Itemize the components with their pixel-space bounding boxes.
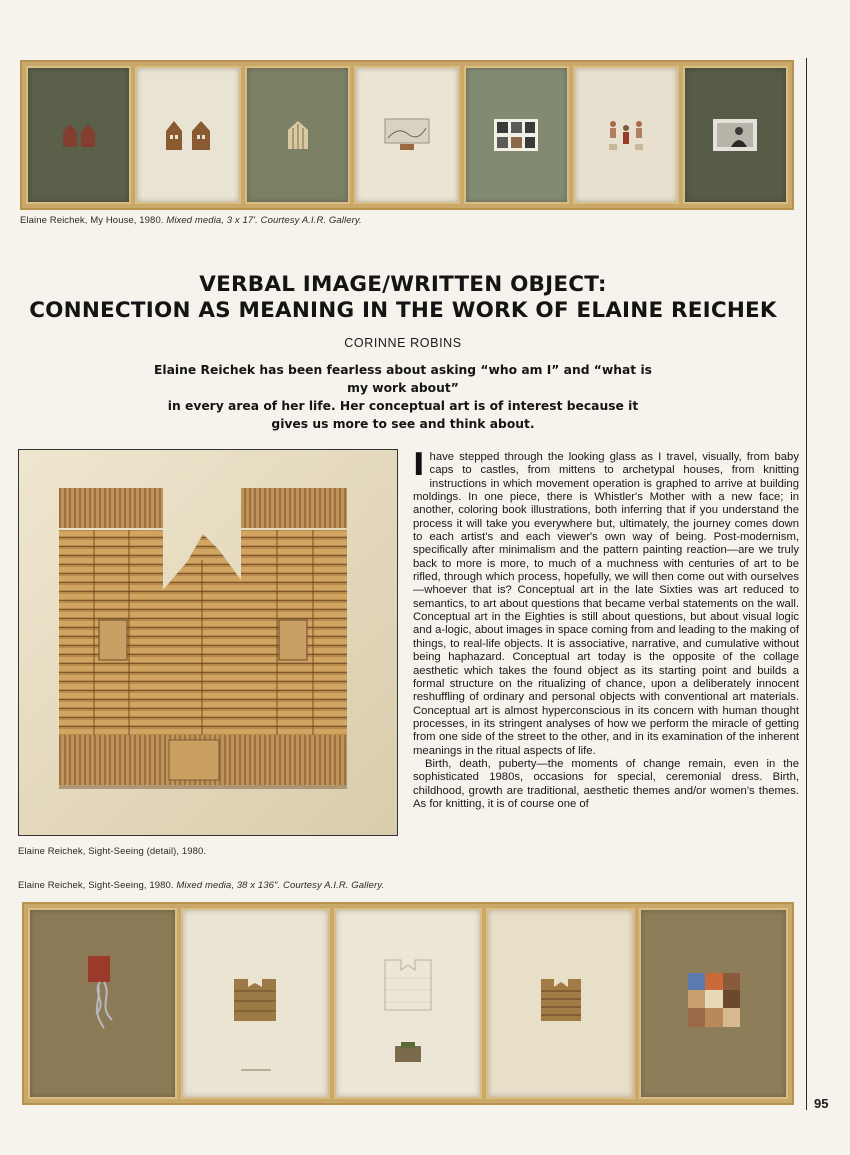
red-houses-icon: [62, 122, 96, 148]
top-caption-credit: Mixed media, 3 x 17'. Courtesy A.I.R. Gallery.: [166, 215, 362, 226]
top-panel-4: [354, 66, 459, 204]
deck-line-2: in every area of her life. Her conceptual art is of interest because it: [167, 399, 639, 413]
page-title-line2: CONNECTION AS MEANING IN THE WORK OF ELAINE REICHEK: [29, 298, 777, 323]
bottom-panel-1: [28, 908, 177, 1099]
top-strip-caption: [20, 215, 362, 226]
top-panel-6: [573, 66, 678, 204]
article-body: [413, 447, 799, 811]
top-panel-2: [135, 66, 240, 204]
portrait-icon: [713, 119, 757, 151]
body-paragraph-1: [413, 447, 799, 758]
author-byline: CORINNE ROBINS: [344, 336, 462, 350]
bottom-panel-4: [486, 908, 635, 1099]
bottom-artwork-strip: [22, 902, 794, 1105]
sketch-icon: [384, 118, 430, 152]
body-paragraph-1-text: have stepped through the looking glass as I travel, visually, from baby caps to castles, from mittens to archetypal houses, from knitting instructions in which movement operation is graphed to arrive at building moldings. In one piece, there is Whistler's Mother with a new face; in another, coloring book illustrations, both inferring that if you understand the process it will take you everywhere but, ultimately, the journey comes down to each artist's and each viewer's own way of being. Post-modernism, specifically after minimalism and the pattern painting reaction—are we truly back to more is more, to much of a muchness with centuries of art to be rifled, through which process, hopefully, we will then come out with ourselves—whoever that is? Conceptual art in the late Sixties was art reduced to semantics, to art about questions that became verbal statements on the wall. Conceptual art in the Eighties is still about questions, but about visual logic and a-logic, about images in space coming from and leading to the making of things, to real-life objects. It is associative, narrative, and cumulative without being haphazard. Conceptual art today is the opposite of the collage aesthetic which takes the found object as its starting point and builds a formal structure on the ritualizing of chance, upon a deliberately innocent reshuffling of ordinary and personal objects with conventional art materials. Conceptual art is almost hyperconscious in its concern with human thought processes, in its stringent analyses of how we perform the miracle of getting from one side of the street to the other, and in its examination of the inherent meanings in the ritual aspects of life.: [413, 451, 799, 757]
top-panel-7: [683, 66, 788, 204]
top-panel-5: [464, 66, 569, 204]
castle-outline-icon: [383, 958, 433, 1068]
gridded-house-icon: [287, 120, 309, 150]
bottom-caption-credit: Mixed media, 38 x 136". Courtesy A.I.R. Gallery.: [176, 880, 385, 891]
castle-sculpture-image: [19, 450, 398, 836]
panel-label: [241, 1069, 271, 1071]
tassel-icon: [82, 954, 122, 1034]
top-panel-3: [245, 66, 350, 204]
photo-collage-icon: [688, 973, 740, 1027]
figures-icon: [605, 118, 647, 152]
castle-icon-2: [539, 977, 583, 1023]
bottom-panel-2: [181, 908, 330, 1099]
bottom-panel-3: [334, 908, 483, 1099]
top-caption-title: Elaine Reichek, My House, 1980.: [20, 215, 164, 226]
page-number: 95: [814, 1096, 829, 1111]
page-title-line1: VERBAL IMAGE/WRITTEN OBJECT:: [199, 272, 607, 297]
deck-line-3: gives us more to see and think about.: [271, 417, 535, 431]
top-artwork-strip: [20, 60, 794, 210]
gutter-rule: [806, 58, 807, 1110]
deck-line-1: Elaine Reichek has been fearless about asking “who am I” and “what is my work about”: [154, 363, 652, 395]
article-deck: [150, 361, 656, 433]
bottom-strip-caption: [18, 880, 384, 891]
bottom-caption-title: Elaine Reichek, Sight-Seeing, 1980.: [18, 880, 174, 891]
body-paragraph-2: Birth, death, puberty—the moments of change remain, even in the sophisticated 1980s, occasions for special, ceremonial dress. Birth, childhood, growth are traditional, aesthetic themes and/or women's themes. As for knitting, it is of course one of: [413, 757, 799, 810]
photo-grid-icon: [494, 119, 538, 151]
brown-houses-icon: [164, 119, 212, 151]
drop-cap: I: [413, 447, 425, 483]
bottom-panel-5: [639, 908, 788, 1099]
top-panel-1: [26, 66, 131, 204]
castle-icon: [232, 977, 278, 1023]
detail-photo-caption: Elaine Reichek, Sight-Seeing (detail), 1980.: [18, 846, 207, 857]
sight-seeing-detail-photo: [18, 449, 398, 836]
